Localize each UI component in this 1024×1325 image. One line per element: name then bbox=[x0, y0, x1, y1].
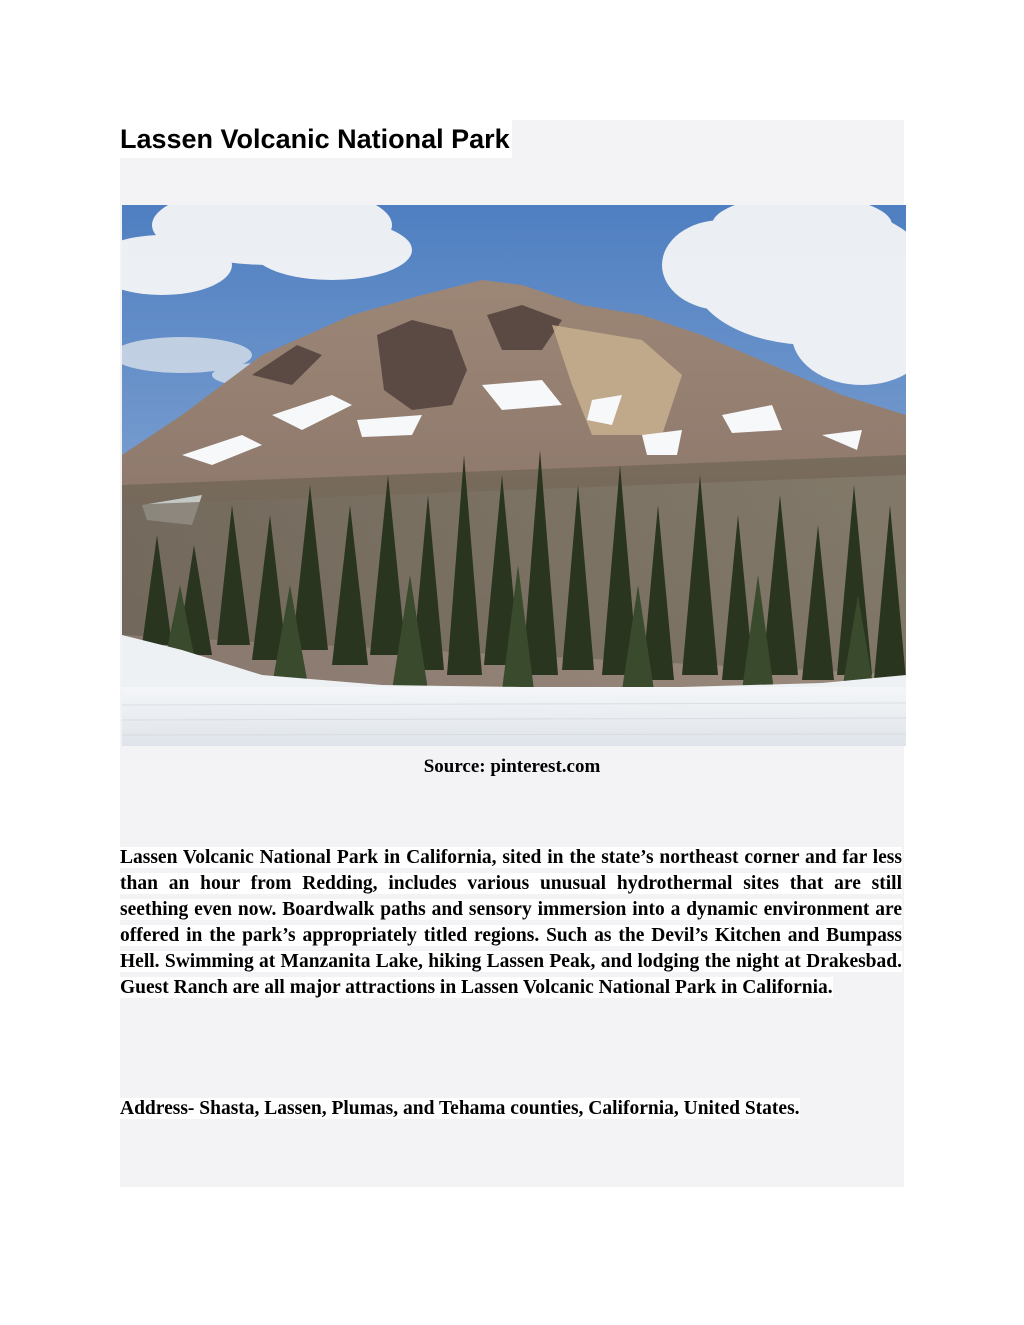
source-link[interactable]: pinterest.com bbox=[490, 756, 601, 777]
title-container bbox=[120, 120, 512, 158]
image-caption bbox=[120, 754, 904, 780]
mountain-photo-icon bbox=[122, 205, 906, 746]
body-paragraph-text: Lassen Volcanic National Park in California, sited in the state’s northeast corner and far less than an hour from Redding, includes various unusual hydrothermal sites that are still seething even now. Boardwalk paths and sensory immersion into a dynamic environment are offered in the park’s appropriately titled regions. Such as the Devil’s Kitchen and Bumpass Hell. Swimming at Manzanita Lake, hiking Lassen Peak, and lodging the night at Drakesbad. Guest Ranch are all major attractions in Lassen Volcanic National Park in California. bbox=[120, 847, 902, 998]
page-title: Lassen Volcanic National Park bbox=[120, 124, 510, 154]
body-paragraph bbox=[120, 845, 902, 1001]
park-photo bbox=[122, 205, 906, 746]
address-text: Address- Shasta, Lassen, Plumas, and Tehama counties, California, United States. bbox=[120, 1098, 800, 1119]
caption-prefix: Source: bbox=[423, 756, 491, 777]
address-line bbox=[120, 1096, 904, 1122]
